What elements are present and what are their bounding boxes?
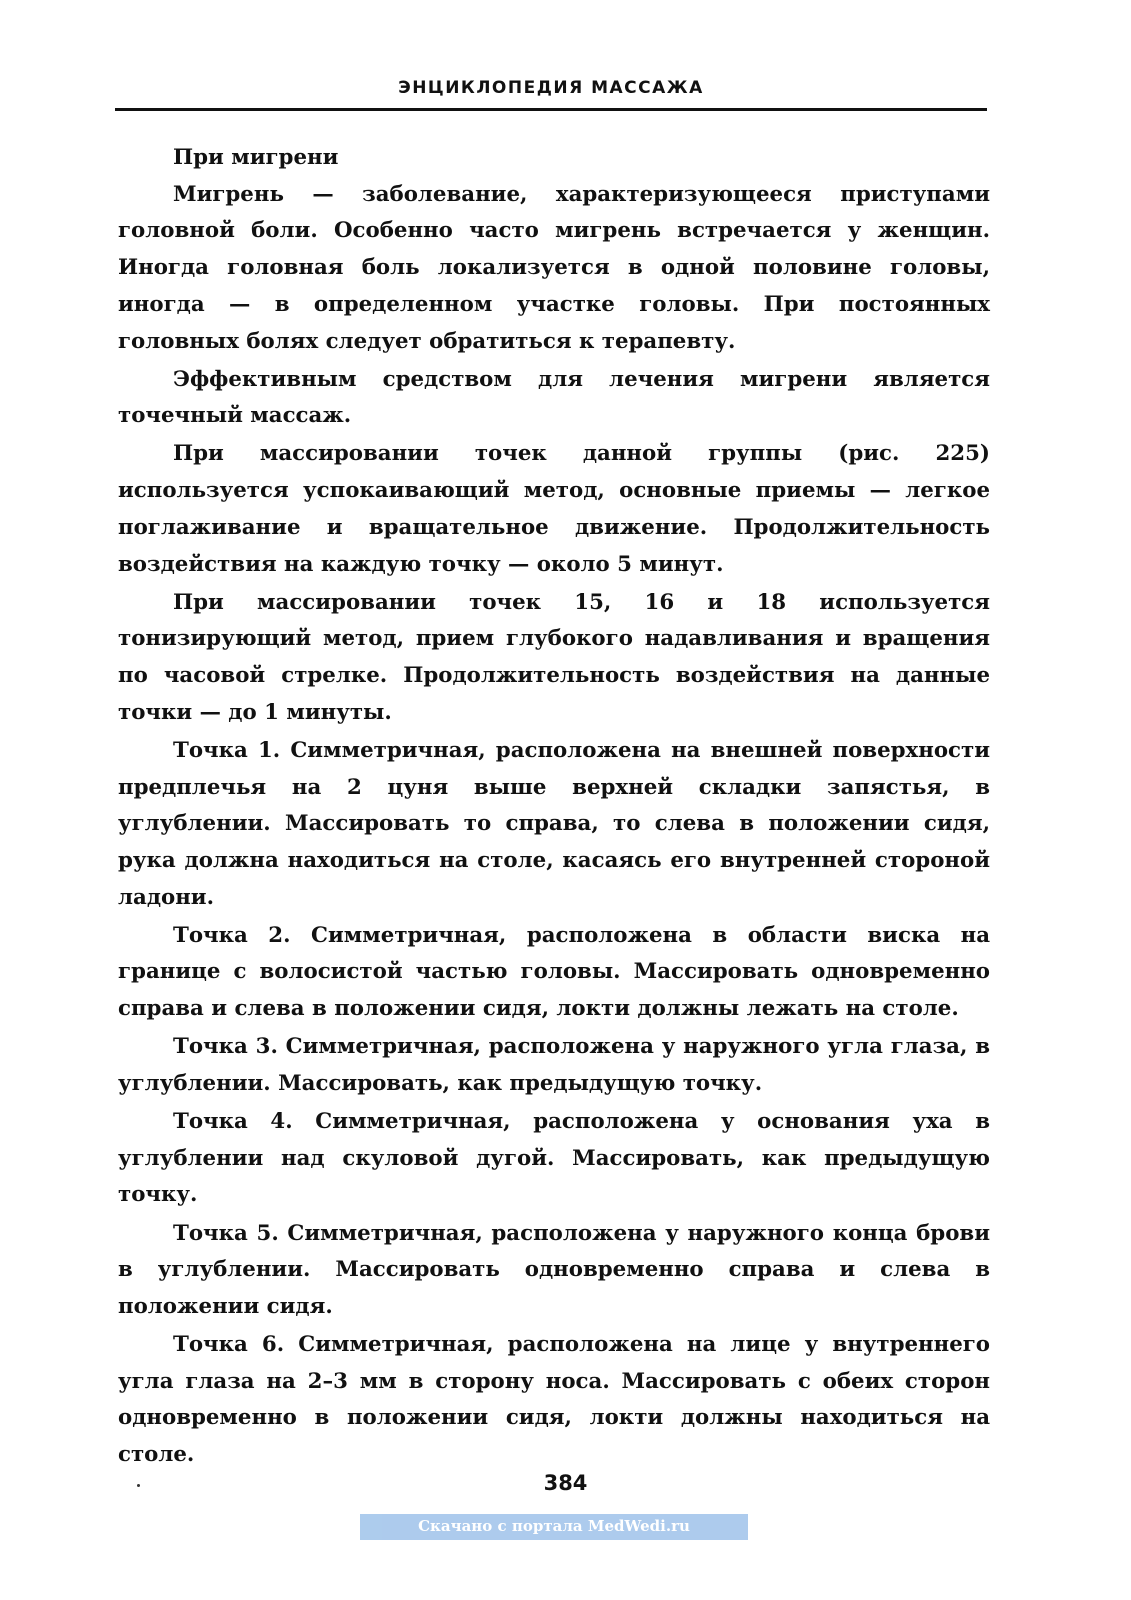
paragraph-point-6: Точка 6. Симметричная, расположена на лице у внутреннего угла глаза на 2–3 мм в сторону носа. Массировать с обеих сторон одновременно в положении сидя, локти должны находиться на столе. [118, 1332, 990, 1468]
body-text [118, 140, 990, 1475]
page-number: 384 [543, 1471, 588, 1495]
running-title: ЭНЦИКЛОПЕДИЯ МАССАЖА [398, 78, 704, 98]
paragraph-point-5: Точка 5. Симметричная, расположена у наружного конца брови в углублении. Массировать одновременно справа и слева в положении сидя. [118, 1220, 990, 1319]
paragraph-calming-method: При массировании точек данной группы (рис. 225) используется успокаивающий метод, основные приемы — легкое поглаживание и вращательное движение. Продолжительность воздействия на каждую точку — около 5 минут. [118, 441, 990, 577]
paragraph-point-1: Точка 1. Симметричная, расположена на внешней поверхности предплечья на 2 цуня выше верхней складки запястья, в углублении. Массировать то справа, то слева в положении сидя, рука должна находиться на столе, касаясь его внутренней стороной ладони. [118, 737, 990, 910]
paragraph-point-4: Точка 4. Симметричная, расположена у основания уха в углублении над скуловой дугой. Массировать, как предыдущую точку. [118, 1109, 990, 1208]
paragraph-acupressure: Эффективным средством для лечения мигрени является точечный массаж. [118, 366, 990, 429]
paragraph-toning-method: При массировании точек 15, 16 и 18 используется тонизирующий метод, прием глубокого надавливания и вращения по часовой стрелке. Продолжительность воздействия на данные точки — до 1 минуты. [118, 589, 990, 725]
paragraph-point-2: Точка 2. Симметричная, расположена в области виска на границе с волосистой частью головы. Массировать одновременно справа и слева в положении сидя, локти должны лежать на столе. [118, 922, 990, 1022]
paragraph-point-3: Точка 3. Симметричная, расположена у наружного угла глаза, в углублении. Массировать, как предыдущую точку. [118, 1034, 990, 1096]
watermark-text: Скачано с портала MedWedi.ru [418, 1517, 690, 1535]
watermark-banner [360, 1514, 748, 1540]
running-header [115, 78, 987, 111]
paragraph-migraine-definition: Мигрень — заболевание, характеризующееся приступами головной боли. Особенно часто мигрень встречается у женщин. Иногда головная боль локализуется в одной половине головы, иногда — в определенном участке головы. При постоянных головных болях следует обратиться к терапевту. [118, 181, 990, 354]
section-heading: При мигрени [173, 145, 339, 170]
